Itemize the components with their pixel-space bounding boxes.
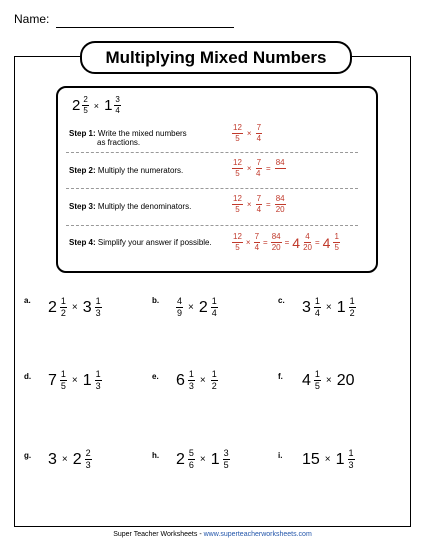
step-4-work	[232, 233, 340, 252]
problem-expression	[176, 449, 230, 470]
fraction	[211, 297, 218, 318]
name-line	[56, 27, 234, 28]
numerator: 3	[115, 95, 120, 104]
times-sign: ×	[199, 375, 206, 386]
example-problem	[72, 96, 121, 115]
footer-separator: -	[197, 531, 204, 538]
denominator: 4	[314, 308, 320, 318]
problem-expression	[48, 297, 102, 318]
times-sign: ×	[188, 302, 194, 313]
footer-brand: Super Teacher Worksheets	[113, 531, 198, 538]
worksheet-title: Multiplying Mixed Numbers	[80, 41, 352, 74]
equals-sign: =	[266, 200, 271, 209]
whole-number: 1	[210, 450, 220, 468]
equals-sign: =	[314, 238, 320, 247]
step-divider	[66, 152, 358, 153]
whole-number: 3	[82, 298, 92, 316]
example-fraction-1	[82, 96, 88, 115]
fraction: $\frac{84}{20}$	[271, 232, 281, 252]
fraction: 84	[275, 158, 285, 167]
times-sign: ×	[71, 302, 78, 313]
step-1-work	[232, 124, 262, 143]
problem-expression	[302, 449, 355, 470]
denominator: 3	[348, 460, 354, 470]
numerator: 2	[85, 448, 91, 458]
fraction	[95, 370, 102, 391]
numerator: 2	[83, 95, 88, 104]
times-sign: ×	[61, 454, 68, 465]
problem-letter: e.	[152, 372, 159, 381]
equals-sign: =	[263, 238, 268, 247]
fraction: $\frac{84}{20}$	[275, 194, 285, 214]
step-label: Step 3:	[69, 202, 96, 211]
footer	[0, 531, 425, 538]
fraction	[188, 449, 195, 470]
numerator: 1	[95, 296, 101, 306]
step-label: Step 1:	[69, 129, 96, 138]
example-whole-1: 2	[72, 97, 81, 114]
problem-expression	[48, 449, 92, 470]
denominator: 5	[83, 106, 88, 115]
fraction	[60, 297, 67, 318]
fraction: $\frac{7}{4}$	[256, 123, 262, 143]
step-2	[69, 166, 183, 175]
numerator: 4	[177, 296, 183, 306]
whole-number: 2	[48, 298, 57, 316]
denominator: 4	[115, 106, 120, 115]
step-3	[69, 202, 191, 211]
step-divider	[66, 225, 358, 226]
fraction: $\frac{12}{5}$	[233, 123, 242, 143]
denominator: 5	[223, 460, 229, 470]
numerator: 1	[348, 448, 354, 458]
times-sign: ×	[245, 238, 251, 247]
fraction	[176, 297, 183, 318]
numerator: 1	[211, 369, 217, 379]
whole-number: 1	[82, 371, 92, 389]
problem-letter: g.	[24, 451, 32, 460]
problem-letter: a.	[24, 296, 31, 305]
fraction	[223, 449, 230, 470]
whole-number: 3	[48, 450, 57, 468]
numerator: 1	[349, 296, 355, 306]
problem-letter: b.	[152, 296, 160, 305]
problem-letter: f.	[278, 372, 283, 381]
footer-url[interactable]: www.superteacherworksheets.com	[203, 531, 312, 538]
numerator: 1	[60, 296, 66, 306]
denominator: 2	[60, 308, 66, 318]
equals-sign: =	[266, 164, 271, 173]
times-sign: ×	[71, 375, 78, 386]
problem-letter: c.	[278, 296, 285, 305]
problem-letter: i.	[278, 451, 283, 460]
times-sign: ×	[246, 200, 252, 209]
fraction	[314, 370, 321, 391]
whole-number: 2	[176, 450, 185, 468]
denominator: 3	[95, 381, 101, 391]
fraction: $\frac{12}{5}$	[233, 158, 242, 178]
whole-number: 4	[292, 234, 301, 251]
numerator: 3	[223, 448, 229, 458]
problem-expression	[302, 370, 355, 391]
problem-expression	[176, 370, 218, 391]
denominator: 2	[211, 381, 217, 391]
numerator: 1	[188, 369, 194, 379]
example-fraction-2	[114, 96, 120, 115]
times-sign: ×	[246, 129, 252, 138]
fraction	[188, 370, 195, 391]
times-sign: ×	[324, 454, 331, 465]
denominator: 3	[85, 460, 91, 470]
fraction	[349, 297, 356, 318]
fraction: $\frac{4}{20}$	[303, 232, 312, 252]
step-divider	[66, 188, 358, 189]
step-4	[69, 238, 212, 247]
step-text-2: as fractions.	[97, 138, 141, 147]
denominator: 5	[60, 381, 66, 391]
whole-number: 1	[336, 298, 346, 316]
step-text: Write the mixed numbers	[97, 129, 187, 138]
step-label: Step 4:	[69, 238, 96, 247]
numerator: 1	[314, 296, 320, 306]
fraction: 7	[256, 158, 262, 167]
fraction: $\frac{7}{4}$	[254, 232, 260, 252]
whole-number: 4	[302, 371, 311, 389]
whole-number: 1	[335, 450, 345, 468]
fraction: $\frac{1}{5}$	[334, 232, 339, 252]
step-text: Simplify your answer if possible.	[97, 238, 212, 247]
example-whole-2: 1	[104, 97, 113, 114]
denominator: 6	[188, 460, 194, 470]
numerator: 1	[60, 369, 66, 379]
fraction: $\frac{12}{5}$	[233, 232, 242, 252]
times-sign: ×	[93, 100, 100, 111]
fraction	[314, 297, 321, 318]
step-text: Multiply the numerators.	[97, 166, 184, 175]
numerator: 1	[314, 369, 320, 379]
problem-letter: d.	[24, 372, 32, 381]
denominator: 3	[188, 381, 194, 391]
problem-letter: h.	[152, 451, 160, 460]
problem-expression	[176, 297, 218, 318]
whole-number: 15	[302, 450, 320, 468]
numerator: 1	[95, 369, 101, 379]
denominator: 3	[95, 308, 101, 318]
denominator: 9	[177, 308, 183, 318]
fraction: $\frac{7}{4}$	[256, 194, 262, 214]
denominator: 5	[314, 381, 320, 391]
step-3-work	[232, 195, 286, 214]
denominator-carry: 4	[256, 169, 261, 178]
equals-sign: =	[284, 238, 290, 247]
times-sign: ×	[325, 375, 332, 386]
fraction	[60, 370, 67, 391]
fraction: $\frac{12}{5}$	[233, 194, 242, 214]
problem-expression	[48, 370, 102, 391]
denominator: 4	[211, 308, 217, 318]
whole-number: 2	[72, 450, 82, 468]
whole-number: 3	[302, 298, 311, 316]
step-text: Multiply the denominators.	[97, 202, 192, 211]
times-sign: ×	[325, 302, 332, 313]
denominator: 2	[349, 308, 355, 318]
whole-number: 4	[322, 234, 331, 251]
fraction	[348, 449, 355, 470]
fraction	[85, 449, 92, 470]
fraction	[211, 370, 218, 391]
times-sign: ×	[199, 454, 206, 465]
step-1	[69, 129, 219, 147]
numerator: 5	[188, 448, 194, 458]
problem-expression	[302, 297, 356, 318]
name-label: Name:	[14, 12, 50, 26]
fraction	[95, 297, 102, 318]
whole-number: 6	[176, 371, 185, 389]
step-label: Step 2:	[69, 166, 96, 175]
whole-number: 20	[336, 371, 355, 389]
whole-number: 7	[48, 371, 57, 389]
times-sign: ×	[246, 164, 252, 173]
whole-number: 2	[198, 298, 208, 316]
numerator: 1	[211, 296, 217, 306]
